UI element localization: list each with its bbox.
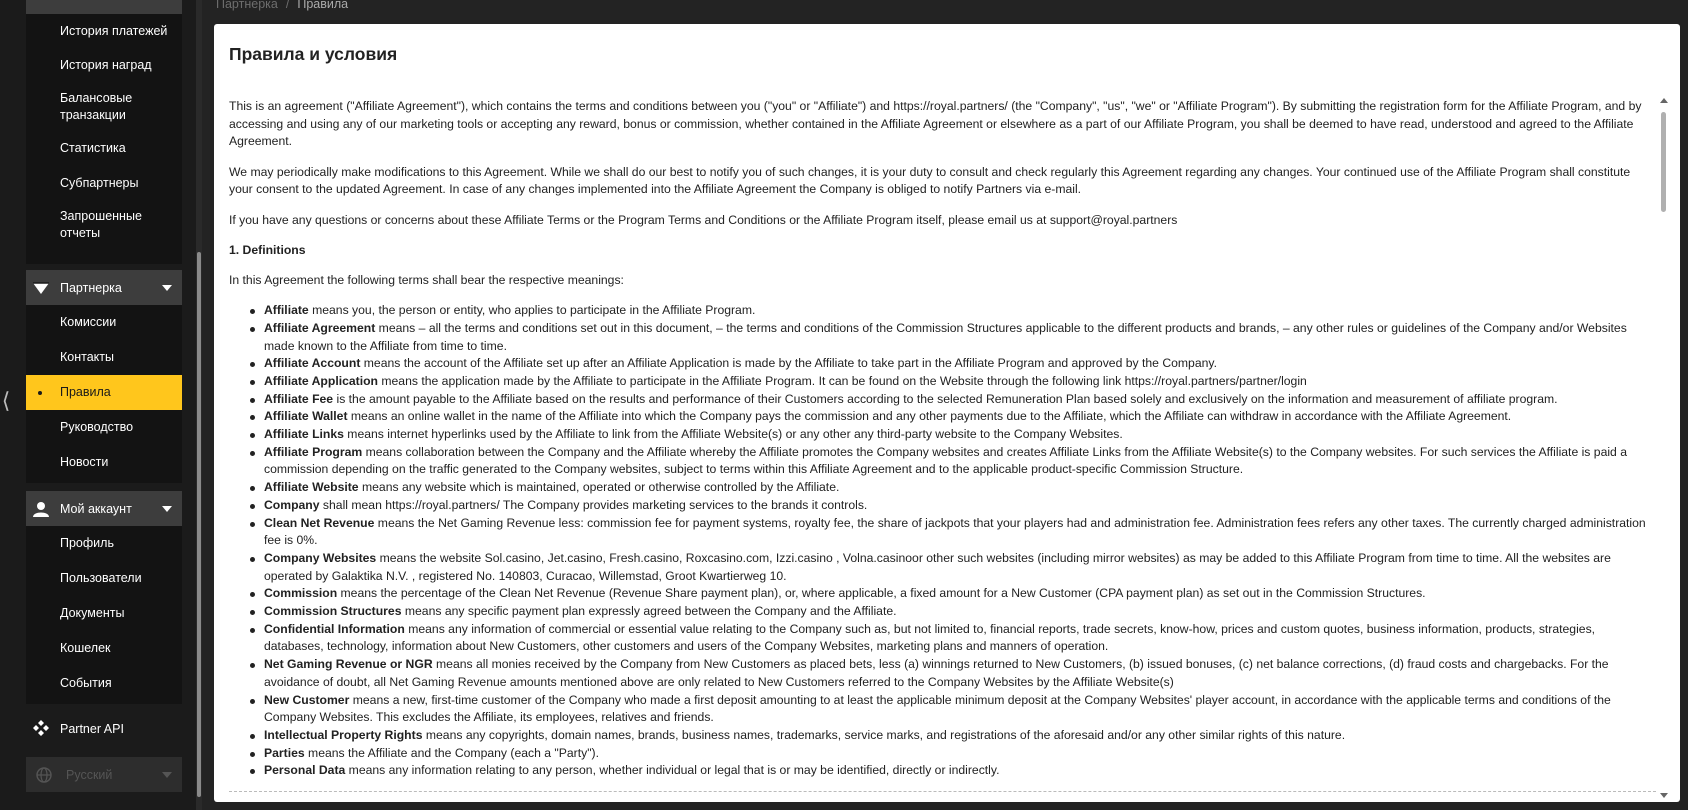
definition-item (249, 302, 1649, 320)
definition-term: Affiliate Fee (264, 391, 334, 406)
definition-term: Parties (264, 745, 305, 760)
sidebar-item-label: Документы (60, 606, 125, 620)
sidebar-group-account[interactable] (26, 491, 182, 526)
language-select[interactable] (26, 757, 182, 792)
definition-term: Company (264, 497, 320, 512)
definition-term: Affiliate (264, 303, 309, 318)
definition-text: means any information relating to any person, whether individual or legal that is or may be identified, directly or indirectly. (345, 763, 1000, 778)
content-divider (229, 791, 1656, 792)
sidebar-item-label: Новости (60, 455, 109, 469)
breadcrumb-current: Правила (297, 0, 349, 11)
definition-text: means any copyrights, domain names, brands, business names, trademarks, service marks, and registrations of the aforesaid and/or any other similar rights of this nature. (422, 728, 1346, 742)
sidebar-item-label: Руководство (60, 420, 134, 434)
terms-content[interactable] (229, 98, 1649, 798)
collapsed-group-header[interactable] (26, 0, 182, 14)
sidebar-scrollbar-thumb[interactable] (197, 252, 201, 797)
sidebar-item-label: История платежей (60, 23, 168, 38)
breadcrumb-separator: / (285, 0, 290, 11)
definition-text: means internet hyperlinks used by the Affiliate to link from the Affiliate Website(s) or any other any third-party website to the Company Websites. (343, 427, 1123, 442)
partner-submenu (26, 305, 182, 483)
definition-item (249, 603, 1649, 621)
definitions-intro: In this Agreement the following terms shall bear the respective meanings: (229, 272, 624, 287)
definition-text: means an online wallet in the name of the Affiliate into which the Company pays the commission and any other payments due to the Affiliate, which the Affiliate can withdraw in accordance with the Affiliate Agreement. (347, 409, 1512, 424)
definition-item (249, 408, 1649, 426)
definition-text: is the amount payable to the Affiliate based on the results and performance of their Customers according to the selected Remuneration Plan based solely and exclusively on the information and measurement of affiliate program. (333, 391, 1558, 406)
sidebar-group-partner[interactable] (26, 270, 182, 305)
content-scrollbar-thumb[interactable] (1661, 112, 1666, 212)
sidebar-item-users[interactable] (26, 561, 182, 596)
sidebar-group-label: Мой аккаунт (60, 501, 132, 516)
sidebar (0, 0, 196, 810)
definition-item (249, 479, 1649, 497)
definition-text: means the percentage of the Clean Net Revenue (Revenue Share payment plan), or, where applicable, a fixed amount for a New Customer (CPA payment plan) as set out in the Commission Structures. (337, 586, 1426, 601)
finance-submenu (26, 14, 182, 264)
definition-text: means a new, first-time customer of the Company who made a first deposit amounting to at least the applicable minimum deposit at the Company Websites' player account, in accordance with the applicable terms and conditions of the Company Websites. This excludes the Affiliate, its employees, relatives and friends. (264, 692, 1611, 725)
definition-item (249, 762, 1649, 780)
collapse-sidebar-icon[interactable]: ⟨ (1, 388, 11, 413)
definition-item (249, 355, 1649, 373)
sidebar-item-label: История наград (60, 58, 152, 72)
definition-term: Affiliate Wallet (264, 409, 348, 424)
definition-item (249, 426, 1649, 444)
sidebar-item-label: Правила (60, 385, 111, 399)
breadcrumb (216, 0, 348, 11)
intro-paragraph: This is an agreement ("Affiliate Agreement"), which contains the terms and conditions between you ("you" or "Affiliate") and https://royal.partners/ (the "Company", "us", "we" or "Affiliate Program"). By submitting the registration form for the Affiliate Program, and by accessing and using any of our marketing tools or accepting any reward, bonus or commission, whether contained in the Affiliate Agreement or elsewhere as a part of our Affiliate Program, you shall be deemed to have read, understood and agreed to the Affiliate Agreement. (229, 99, 1642, 149)
api-icon (32, 719, 50, 737)
definition-item (249, 585, 1649, 603)
sidebar-item-label: Запрошенные отчеты (60, 209, 142, 240)
definition-text: shall mean https://royal.partners/ The Company provides marketing services to the brands it controls. (319, 497, 868, 512)
user-icon (32, 500, 50, 518)
definition-term: New Customer (264, 692, 350, 707)
definition-term: Company Websites (264, 550, 377, 565)
definition-term: Affiliate Agreement (264, 320, 376, 335)
definition-term: Affiliate Account (264, 356, 361, 371)
intro-paragraph: We may periodically make modifications to this Agreement. While we shall do our best to notify you of such changes, it is your duty to consult and check regularly this Agreement regarding any changes. Your continued use of the Affiliate Program shall constitute your consent to the updated Agreement. In case of any changes implemented into the Affiliate Agreement the Company is obliged to notify Partners via e-mail. (229, 164, 1631, 197)
sidebar-item-label: Кошелек (60, 641, 111, 655)
definition-term: Affiliate Links (264, 427, 344, 442)
sidebar-item-rules[interactable] (26, 375, 182, 410)
definition-text: means any information of commercial or essential value relating to the Company such as, but not limited to, financial reports, trade secrets, know-how, prices and custom quotes, business information, products, strategies, databases, technology, information about New Customers, other customers and users of the Company Websites, marketing plans and manners of operation. (264, 621, 1596, 654)
definition-text: means collaboration between the Company and the Affiliate whereby the Affiliate promotes the Company websites and creates Affiliate Links from the Affiliate Website(s) to the Company websites. For such services the Affiliate is paid a commission depending on the traffic generated to the Company websites, subject to terms within this Affiliate Agreement and to the applicable product-specific Commission Structure. (264, 444, 1627, 477)
breadcrumb-parent[interactable]: Партнерка (216, 0, 278, 11)
sidebar-item-statistics[interactable] (26, 131, 182, 166)
sidebar-item-guide[interactable] (26, 410, 182, 445)
definition-item (249, 497, 1649, 515)
language-label: Русский (66, 767, 113, 782)
sidebar-item-label: Балансовые транзакции (60, 91, 133, 122)
definition-term: Clean Net Revenue (264, 515, 375, 530)
definition-term: Affiliate Website (264, 480, 359, 495)
definition-item (249, 550, 1649, 585)
sidebar-item-commissions[interactable] (26, 305, 182, 340)
sidebar-item-label: Пользователи (60, 571, 142, 585)
sidebar-item-balance-transactions[interactable] (26, 83, 182, 131)
definition-text: means you, the person or entity, who applies to participate in the Affiliate Program. (308, 303, 756, 318)
scroll-up-icon[interactable] (1660, 98, 1668, 103)
chevron-down-icon (162, 506, 172, 512)
sidebar-item-label: Контакты (60, 350, 114, 364)
definition-item (249, 745, 1649, 763)
sidebar-item-reward-history[interactable] (26, 48, 182, 83)
scroll-down-icon[interactable] (1660, 793, 1668, 798)
definition-item (249, 320, 1649, 355)
definition-text: means the account of the Affiliate set up after an Affiliate Application is made by the Affiliate to take part in the Affiliate Program and approved by the Company. (360, 356, 1217, 371)
section-heading: 1. Definitions (229, 242, 306, 257)
definition-term: Affiliate Application (264, 373, 378, 388)
sidebar-item-label: Субпартнеры (60, 176, 139, 190)
definition-item (249, 391, 1649, 409)
definition-item (249, 656, 1649, 691)
definition-term: Confidential Information (264, 621, 405, 636)
definition-text: means the application made by the Affiliate to participate in the Affiliate Program. It can be found on the Website through the following link https://royal.partners/partner/login (377, 373, 1307, 388)
definition-term: Intellectual Property Rights (264, 728, 423, 742)
definition-term: Net Gaming Revenue or NGR (264, 657, 433, 672)
sidebar-item-payment-history[interactable] (26, 14, 182, 48)
page-title: Правила и условия (229, 44, 398, 64)
definition-item (249, 621, 1649, 656)
sidebar-item-label: Комиссии (60, 315, 117, 329)
sidebar-item-label: Профиль (60, 536, 114, 550)
definition-term: Personal Data (264, 763, 346, 778)
sidebar-item-partner-api[interactable] (26, 711, 182, 746)
triangle-down-icon (32, 279, 50, 297)
definition-item (249, 444, 1649, 479)
globe-icon (36, 767, 52, 783)
rules-card (214, 24, 1680, 802)
definition-text: means – all the terms and conditions set out in this document, – the terms and conditions of the Commission Structures applicable to the different products and brands, – any other rules or guidelines of the Company and/or Websites made known to the Affiliate from time to time. (264, 320, 1627, 353)
sidebar-scrollbar[interactable] (196, 0, 202, 810)
sidebar-item-requested-reports[interactable] (26, 201, 182, 249)
definition-item (249, 515, 1649, 550)
partner-api-label: Partner API (60, 721, 124, 736)
definition-term: Commission (264, 586, 338, 601)
sidebar-item-label: События (60, 676, 112, 690)
chevron-down-icon (162, 285, 172, 291)
definition-item (249, 373, 1649, 391)
active-dot-icon (38, 391, 42, 395)
sidebar-item-wallet[interactable] (26, 631, 182, 666)
definition-term: Commission Structures (264, 604, 402, 619)
definition-text: means the website Sol.casino, Jet.casino, Fresh.casino, Roxcasino.com, Izzi.casino , Volna.casinoor other such websites (including mirror websites) as may be added to this Affiliate Program from time to time. All the websites are operated by Galaktika N.V. , registered No. 140803, Curacao, Willemstad, Groot Kwartierweg 10. (264, 550, 1611, 583)
sidebar-item-label: Статистика (60, 141, 126, 155)
sidebar-item-news[interactable] (26, 445, 182, 480)
definition-item (249, 727, 1649, 745)
intro-paragraph: If you have any questions or concerns about these Affiliate Terms or the Program Terms and Conditions or the Affiliate Program itself, please email us at support@royal.partners (229, 212, 1178, 227)
sidebar-item-subpartners[interactable] (26, 166, 182, 201)
sidebar-item-documents[interactable] (26, 596, 182, 631)
sidebar-item-events[interactable] (26, 666, 182, 701)
account-submenu (26, 526, 182, 704)
definition-text: means any specific payment plan expressly agreed between the Company and the Affiliate. (401, 604, 897, 619)
sidebar-group-label: Партнерка (60, 280, 122, 295)
definition-text: means the Affiliate and the Company (each a "Party"). (304, 745, 599, 760)
definition-text: means all monies received by the Company from New Customers as placed bets, less (a) winnings returned to New Customers, (b) issued bonuses, (c) net balance corrections, (d) fraud costs and chargebacks. For the avoidance of doubt, all Net Gaming Revenue amounts mentioned above are only related to New Customers referred to the Company Websites by the Affiliate Website(s) (264, 657, 1609, 689)
content-scrollbar[interactable] (1660, 98, 1668, 798)
definitions-list (249, 302, 1649, 780)
definition-text: means any website which is maintained, operated or otherwise controlled by the Affiliate. (358, 480, 840, 495)
definition-text: means the Net Gaming Revenue less: commission fee for payment systems, royalty fee, the share of jackpots that your players had and administration fee. Administration fees refers any other taxes. The currently charged administration fee is 0%. (264, 515, 1646, 548)
sidebar-item-profile[interactable] (26, 526, 182, 561)
sidebar-item-contacts[interactable] (26, 340, 182, 375)
chevron-down-icon (162, 772, 172, 778)
definition-item (249, 692, 1649, 727)
definition-term: Affiliate Program (264, 444, 363, 459)
